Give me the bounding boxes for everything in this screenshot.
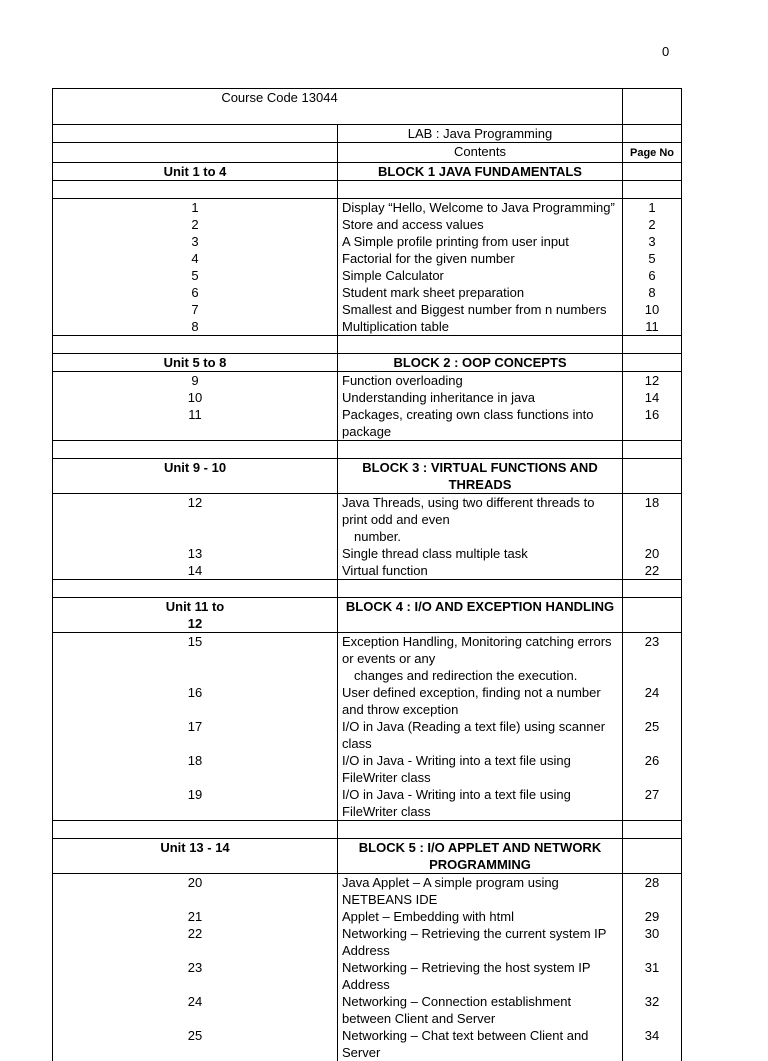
item-title <box>338 786 623 821</box>
block-unit <box>53 839 338 874</box>
item-title-text: Networking – Retrieving the current system IP Address <box>342 926 606 958</box>
block-unit <box>53 598 338 633</box>
item-number: 16 <box>53 684 338 718</box>
contents-label: Contents <box>338 143 623 163</box>
item-page: 31 <box>623 959 682 993</box>
item-page: 29 <box>623 908 682 925</box>
item-page: 11 <box>623 318 682 336</box>
item-title <box>338 301 623 318</box>
item-page: 23 <box>623 633 682 685</box>
contents-item-row <box>53 959 682 993</box>
block-title: BLOCK 3 : VIRTUAL FUNCTIONS AND THREADS <box>338 459 623 494</box>
blank-cell <box>53 821 338 839</box>
item-title-text: Understanding inheritance in java <box>342 390 535 405</box>
blank-cell <box>623 89 682 125</box>
item-number: 14 <box>53 562 338 580</box>
lab-title: LAB : Java Programming <box>338 125 623 143</box>
block-header-row <box>53 459 682 494</box>
item-page: 22 <box>623 562 682 580</box>
item-title <box>338 1027 623 1061</box>
blank-cell <box>53 580 338 598</box>
contents-item-row <box>53 389 682 406</box>
contents-item-row <box>53 1027 682 1061</box>
contents-item-row <box>53 216 682 233</box>
item-number: 20 <box>53 874 338 909</box>
item-title-text: Applet – Embedding with html <box>342 909 514 924</box>
item-title-text: Virtual function <box>342 563 428 578</box>
item-title <box>338 633 623 685</box>
blank-cell <box>338 181 623 199</box>
item-number: 13 <box>53 545 338 562</box>
block-unit-label: Unit 5 to 8 <box>164 355 227 370</box>
contents-item-row <box>53 925 682 959</box>
blank-cell <box>623 441 682 459</box>
block-unit <box>53 459 338 494</box>
item-page: 25 <box>623 718 682 752</box>
item-number: 6 <box>53 284 338 301</box>
item-number: 3 <box>53 233 338 250</box>
block-header-row <box>53 839 682 874</box>
item-page: 20 <box>623 545 682 562</box>
item-title <box>338 908 623 925</box>
block-unit-label-cont: 12 <box>188 616 202 631</box>
item-title <box>338 406 623 441</box>
item-title-text: Exception Handling, Monitoring catching errors or events or any <box>342 634 612 666</box>
item-page: 28 <box>623 874 682 909</box>
blank-cell <box>338 580 623 598</box>
item-title-text: Networking – Chat text between Client and Server <box>342 1028 588 1060</box>
contents-item-row <box>53 993 682 1027</box>
item-number: 17 <box>53 718 338 752</box>
item-title-text: Multiplication table <box>342 319 449 334</box>
item-title <box>338 250 623 267</box>
course-code: Course Code 13044 <box>53 89 623 125</box>
block-title: BLOCK 2 : OOP CONCEPTS <box>338 354 623 372</box>
blank-cell <box>53 125 338 143</box>
contents-header-row <box>53 143 682 163</box>
item-title <box>338 684 623 718</box>
contents-item-row <box>53 562 682 580</box>
blank-cell <box>623 839 682 874</box>
item-page: 1 <box>623 199 682 217</box>
item-title-text: User defined exception, finding not a number and throw exception <box>342 685 601 717</box>
item-page: 14 <box>623 389 682 406</box>
block-title: BLOCK 4 : I/O AND EXCEPTION HANDLING <box>338 598 623 633</box>
item-title-text: I/O in Java (Reading a text file) using scanner class <box>342 719 605 751</box>
item-title-text: Store and access values <box>342 217 484 232</box>
item-number: 24 <box>53 993 338 1027</box>
item-title-text: Networking – Retrieving the host system IP Address <box>342 960 590 992</box>
item-title-cont: changes and redirection the execution. <box>342 667 618 684</box>
item-page: 27 <box>623 786 682 821</box>
item-title <box>338 216 623 233</box>
spacer-row <box>53 181 682 199</box>
item-title-text: Java Applet – A simple program using NETBEANS IDE <box>342 875 559 907</box>
item-title-text: Java Threads, using two different threads to print odd and even <box>342 495 594 527</box>
blank-cell <box>53 143 338 163</box>
item-number: 19 <box>53 786 338 821</box>
blank-cell <box>53 441 338 459</box>
item-title <box>338 284 623 301</box>
item-title-text: Function overloading <box>342 373 463 388</box>
blank-cell <box>338 441 623 459</box>
contents-item-row <box>53 199 682 217</box>
block-header-row <box>53 598 682 633</box>
blank-cell <box>53 181 338 199</box>
item-title <box>338 545 623 562</box>
contents-item-row <box>53 684 682 718</box>
block-header-row <box>53 163 682 181</box>
contents-item-row <box>53 406 682 441</box>
item-page: 6 <box>623 267 682 284</box>
contents-item-row <box>53 874 682 909</box>
blank-cell <box>623 459 682 494</box>
item-title <box>338 318 623 336</box>
block-unit-label: Unit 13 - 14 <box>160 840 229 855</box>
block-header-row <box>53 354 682 372</box>
item-title <box>338 562 623 580</box>
item-title-text: Display “Hello, Welcome to Java Programming” <box>342 200 615 215</box>
item-title-text: Single thread class multiple task <box>342 546 528 561</box>
item-number: 5 <box>53 267 338 284</box>
item-title-text: Factorial for the given number <box>342 251 515 266</box>
item-page: 5 <box>623 250 682 267</box>
item-page: 34 <box>623 1027 682 1061</box>
item-page: 8 <box>623 284 682 301</box>
item-page: 26 <box>623 752 682 786</box>
item-page: 12 <box>623 372 682 390</box>
item-title <box>338 494 623 546</box>
contents-table <box>52 88 682 1061</box>
item-title <box>338 372 623 390</box>
item-page: 30 <box>623 925 682 959</box>
item-page: 18 <box>623 494 682 546</box>
blank-cell <box>338 821 623 839</box>
item-number: 21 <box>53 908 338 925</box>
item-number: 11 <box>53 406 338 441</box>
spacer-row <box>53 441 682 459</box>
item-number: 10 <box>53 389 338 406</box>
contents-item-row <box>53 633 682 685</box>
blank-cell <box>623 354 682 372</box>
item-title-cont: number. <box>342 528 618 545</box>
item-title <box>338 993 623 1027</box>
item-number: 22 <box>53 925 338 959</box>
lab-title-row <box>53 125 682 143</box>
contents-item-row <box>53 786 682 821</box>
item-title-text: Student mark sheet preparation <box>342 285 524 300</box>
blank-cell <box>53 336 338 354</box>
item-page: 2 <box>623 216 682 233</box>
item-number: 2 <box>53 216 338 233</box>
blank-cell <box>623 181 682 199</box>
blank-cell <box>623 163 682 181</box>
item-page: 16 <box>623 406 682 441</box>
item-title <box>338 718 623 752</box>
item-number: 4 <box>53 250 338 267</box>
contents-item-row <box>53 372 682 390</box>
item-title-text: Packages, creating own class functions into package <box>342 407 593 439</box>
contents-item-row <box>53 233 682 250</box>
item-title-text: Networking – Connection establishment between Client and Server <box>342 994 571 1026</box>
blank-cell <box>338 336 623 354</box>
spacer-row <box>53 336 682 354</box>
item-title <box>338 752 623 786</box>
block-unit-label: Unit 9 - 10 <box>164 460 226 475</box>
page-number: 0 <box>662 44 669 59</box>
item-title-text: I/O in Java - Writing into a text file using FileWriter class <box>342 787 571 819</box>
blank-cell <box>623 598 682 633</box>
block-unit <box>53 163 338 181</box>
item-number: 12 <box>53 494 338 546</box>
contents-item-row <box>53 494 682 546</box>
contents-item-row <box>53 718 682 752</box>
item-number: 9 <box>53 372 338 390</box>
block-unit-label: Unit 11 to <box>166 599 225 614</box>
item-number: 15 <box>53 633 338 685</box>
block-unit-label: Unit 1 to 4 <box>164 164 227 179</box>
item-title-text: Smallest and Biggest number from n numbers <box>342 302 606 317</box>
item-number: 8 <box>53 318 338 336</box>
blank-cell <box>623 125 682 143</box>
contents-item-row <box>53 284 682 301</box>
blank-cell <box>623 580 682 598</box>
item-number: 7 <box>53 301 338 318</box>
item-page: 10 <box>623 301 682 318</box>
item-page: 3 <box>623 233 682 250</box>
contents-item-row <box>53 752 682 786</box>
page-no-label: Page No <box>630 147 674 159</box>
spacer-row <box>53 580 682 598</box>
block-title: BLOCK 5 : I/O APPLET AND NETWORK PROGRAMMING <box>338 839 623 874</box>
item-title <box>338 874 623 909</box>
spacer-row <box>53 821 682 839</box>
item-number: 23 <box>53 959 338 993</box>
item-title <box>338 925 623 959</box>
contents-item-row <box>53 318 682 336</box>
course-code-row <box>53 89 682 125</box>
item-title-text: A Simple profile printing from user input <box>342 234 569 249</box>
item-page: 32 <box>623 993 682 1027</box>
item-number: 25 <box>53 1027 338 1061</box>
item-page: 24 <box>623 684 682 718</box>
contents-item-row <box>53 250 682 267</box>
item-title <box>338 959 623 993</box>
contents-item-row <box>53 545 682 562</box>
item-title-text: I/O in Java - Writing into a text file using FileWriter class <box>342 753 571 785</box>
item-title <box>338 233 623 250</box>
item-title <box>338 389 623 406</box>
item-title-text: Simple Calculator <box>342 268 444 283</box>
item-number: 1 <box>53 199 338 217</box>
contents-table-body <box>53 89 682 1061</box>
blank-cell <box>623 821 682 839</box>
contents-item-row <box>53 267 682 284</box>
contents-item-row <box>53 908 682 925</box>
contents-item-row <box>53 301 682 318</box>
item-number: 18 <box>53 752 338 786</box>
item-title <box>338 267 623 284</box>
item-title <box>338 199 623 217</box>
blank-cell <box>623 336 682 354</box>
block-title: BLOCK 1 JAVA FUNDAMENTALS <box>338 163 623 181</box>
block-unit <box>53 354 338 372</box>
